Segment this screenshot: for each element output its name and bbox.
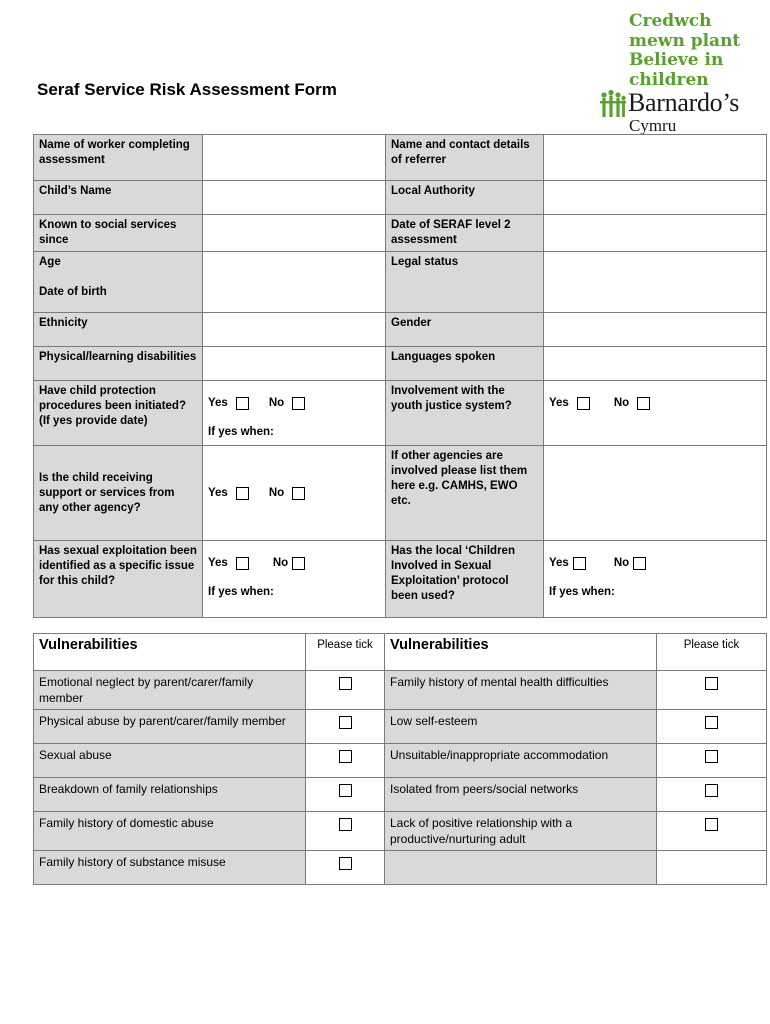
- logo-slogan: [629, 12, 740, 90]
- tick-cell: [657, 710, 767, 744]
- yes-label: Yes: [208, 557, 228, 569]
- tick-cell: [657, 778, 767, 812]
- yes-label: Yes: [549, 557, 569, 569]
- gender-field[interactable]: [544, 313, 767, 347]
- gender-label: Gender: [386, 313, 544, 347]
- vulnerability-item: Breakdown of family relationships: [34, 778, 306, 812]
- vulnerability-item: Family history of domestic abuse: [34, 812, 306, 851]
- slogan-line: Believe in: [629, 50, 724, 70]
- vulnerability-item: Family history of substance misuse: [34, 851, 306, 885]
- yes-checkbox[interactable]: [236, 397, 249, 410]
- vulnerability-item: Isolated from peers/social networks: [385, 778, 657, 812]
- youth-justice-field: [544, 381, 767, 446]
- age-label: Age: [39, 256, 61, 268]
- age-dob-field[interactable]: [203, 252, 386, 313]
- yes-no-group: [208, 396, 380, 411]
- vulnerability-item: Lack of positive relationship with a productive/nurturing adult: [385, 812, 657, 851]
- seraf-date-field[interactable]: [544, 215, 767, 252]
- tick-checkbox[interactable]: [705, 716, 718, 729]
- receiving-label: Is the child receiving support or services from any other agency?: [34, 446, 203, 541]
- if-yes-when-label: If yes when:: [549, 586, 615, 598]
- logo-name: Barnardo’s: [628, 88, 740, 117]
- yes-no-group: [208, 486, 380, 501]
- table-row: [34, 851, 767, 885]
- yes-no-group: [208, 556, 380, 571]
- local-authority-field[interactable]: [544, 181, 767, 215]
- other-agencies-label: If other agencies are involved please list them here e.g. CAMHS, EWO etc.: [386, 446, 544, 541]
- tick-checkbox[interactable]: [339, 716, 352, 729]
- yes-no-group: [549, 556, 761, 571]
- no-label: No: [613, 397, 630, 409]
- ethnicity-field[interactable]: [203, 313, 386, 347]
- table-row: [34, 778, 767, 812]
- tick-checkbox[interactable]: [339, 750, 352, 763]
- please-tick-heading: Please tick: [306, 634, 385, 671]
- languages-field[interactable]: [544, 347, 767, 381]
- vulnerability-item: Physical abuse by parent/carer/family member: [34, 710, 306, 744]
- worker-field[interactable]: [203, 135, 386, 181]
- logo-brand: [600, 88, 739, 119]
- child-name-label: Child’s Name: [34, 181, 203, 215]
- vulnerability-item: Low self-esteem: [385, 710, 657, 744]
- tick-checkbox[interactable]: [339, 818, 352, 831]
- vulnerabilities-heading: Vulnerabilities: [385, 634, 657, 671]
- exploitation-label: Has sexual exploitation been identified as a specific issue for this child?: [34, 541, 203, 618]
- tick-checkbox[interactable]: [339, 857, 352, 870]
- details-table: [33, 134, 767, 618]
- tick-cell: [306, 710, 385, 744]
- no-checkbox[interactable]: [292, 397, 305, 410]
- table-row: [34, 671, 767, 710]
- tick-checkbox[interactable]: [705, 677, 718, 690]
- no-label: No: [268, 486, 285, 499]
- ethnicity-label: Ethnicity: [34, 313, 203, 347]
- vulnerability-item: [385, 851, 657, 885]
- exploitation-field: [203, 541, 386, 618]
- dob-label: Date of birth: [39, 286, 107, 298]
- vulnerabilities-table: [33, 633, 767, 885]
- no-label: No: [613, 557, 630, 569]
- yes-label: Yes: [549, 397, 569, 409]
- tick-cell: [306, 812, 385, 851]
- tick-checkbox[interactable]: [705, 818, 718, 831]
- slogan-line: mewn plant: [629, 30, 741, 51]
- vulnerability-item: Unsuitable/inappropriate accommodation: [385, 744, 657, 778]
- table-row: [34, 744, 767, 778]
- vulnerabilities-heading: Vulnerabilities: [34, 634, 306, 671]
- vulnerability-item: Sexual abuse: [34, 744, 306, 778]
- disabilities-field[interactable]: [203, 347, 386, 381]
- referrer-field[interactable]: [544, 135, 767, 181]
- seraf-date-label: Date of SERAF level 2 assessment: [386, 215, 544, 252]
- tick-cell: [306, 671, 385, 710]
- no-checkbox[interactable]: [633, 557, 646, 570]
- yes-checkbox[interactable]: [236, 557, 249, 570]
- no-label: No: [268, 397, 285, 409]
- tick-checkbox[interactable]: [339, 677, 352, 690]
- known-label: Known to social services since: [34, 215, 203, 252]
- no-checkbox[interactable]: [637, 397, 650, 410]
- tick-cell: [657, 812, 767, 851]
- protocol-label: Has the local ‘Children Involved in Sexual Exploitation’ protocol been used?: [386, 541, 544, 618]
- tick-cell: [657, 671, 767, 710]
- yes-label: Yes: [208, 397, 228, 409]
- vulnerability-item: Family history of mental health difficulties: [385, 671, 657, 710]
- legal-field[interactable]: [544, 252, 767, 313]
- children-figures-icon: [600, 89, 626, 119]
- tick-cell: [657, 851, 767, 885]
- receiving-field: [203, 446, 386, 541]
- tick-cell: [306, 851, 385, 885]
- protocol-field: [544, 541, 767, 618]
- yes-checkbox[interactable]: [236, 487, 249, 500]
- no-label: No: [272, 557, 289, 569]
- if-yes-when-label: If yes when:: [208, 586, 274, 598]
- page-title: Seraf Service Risk Assessment Form: [37, 80, 337, 99]
- slogan-line: children: [629, 69, 709, 90]
- logo-sub: Cymru: [629, 116, 677, 135]
- referrer-label: Name and contact details of referrer: [386, 135, 544, 181]
- tick-checkbox[interactable]: [339, 784, 352, 797]
- if-yes-when-label: If yes when:: [208, 426, 274, 438]
- no-checkbox[interactable]: [292, 487, 305, 500]
- slogan-line: Credwch: [629, 11, 712, 31]
- youth-justice-label: Involvement with the youth justice system?: [386, 381, 544, 446]
- please-tick-heading: Please tick: [657, 634, 767, 671]
- tick-checkbox[interactable]: [705, 784, 718, 797]
- tick-cell: [306, 778, 385, 812]
- yes-checkbox[interactable]: [577, 397, 590, 410]
- table-row: [34, 812, 767, 851]
- yes-label: Yes: [208, 486, 228, 499]
- age-dob-label: [34, 252, 203, 313]
- tick-cell: [657, 744, 767, 778]
- protection-field: [203, 381, 386, 446]
- tick-checkbox[interactable]: [705, 750, 718, 763]
- local-authority-label: Local Authority: [386, 181, 544, 215]
- barnardos-logo: [600, 12, 760, 137]
- tick-cell: [306, 744, 385, 778]
- yes-no-group: [549, 396, 761, 411]
- table-row: [34, 710, 767, 744]
- protection-label: Have child protection procedures been initiated? (If yes provide date): [34, 381, 203, 446]
- yes-checkbox[interactable]: [573, 557, 586, 570]
- languages-label: Languages spoken: [386, 347, 544, 381]
- no-checkbox[interactable]: [292, 557, 305, 570]
- legal-label: Legal status: [386, 252, 544, 313]
- vulnerability-item: Emotional neglect by parent/carer/family member: [34, 671, 306, 710]
- child-name-field[interactable]: [203, 181, 386, 215]
- other-agencies-field[interactable]: [544, 446, 767, 541]
- known-field[interactable]: [203, 215, 386, 252]
- worker-label: Name of worker completing assessment: [34, 135, 203, 181]
- disabilities-label: Physical/learning disabilities: [34, 347, 203, 381]
